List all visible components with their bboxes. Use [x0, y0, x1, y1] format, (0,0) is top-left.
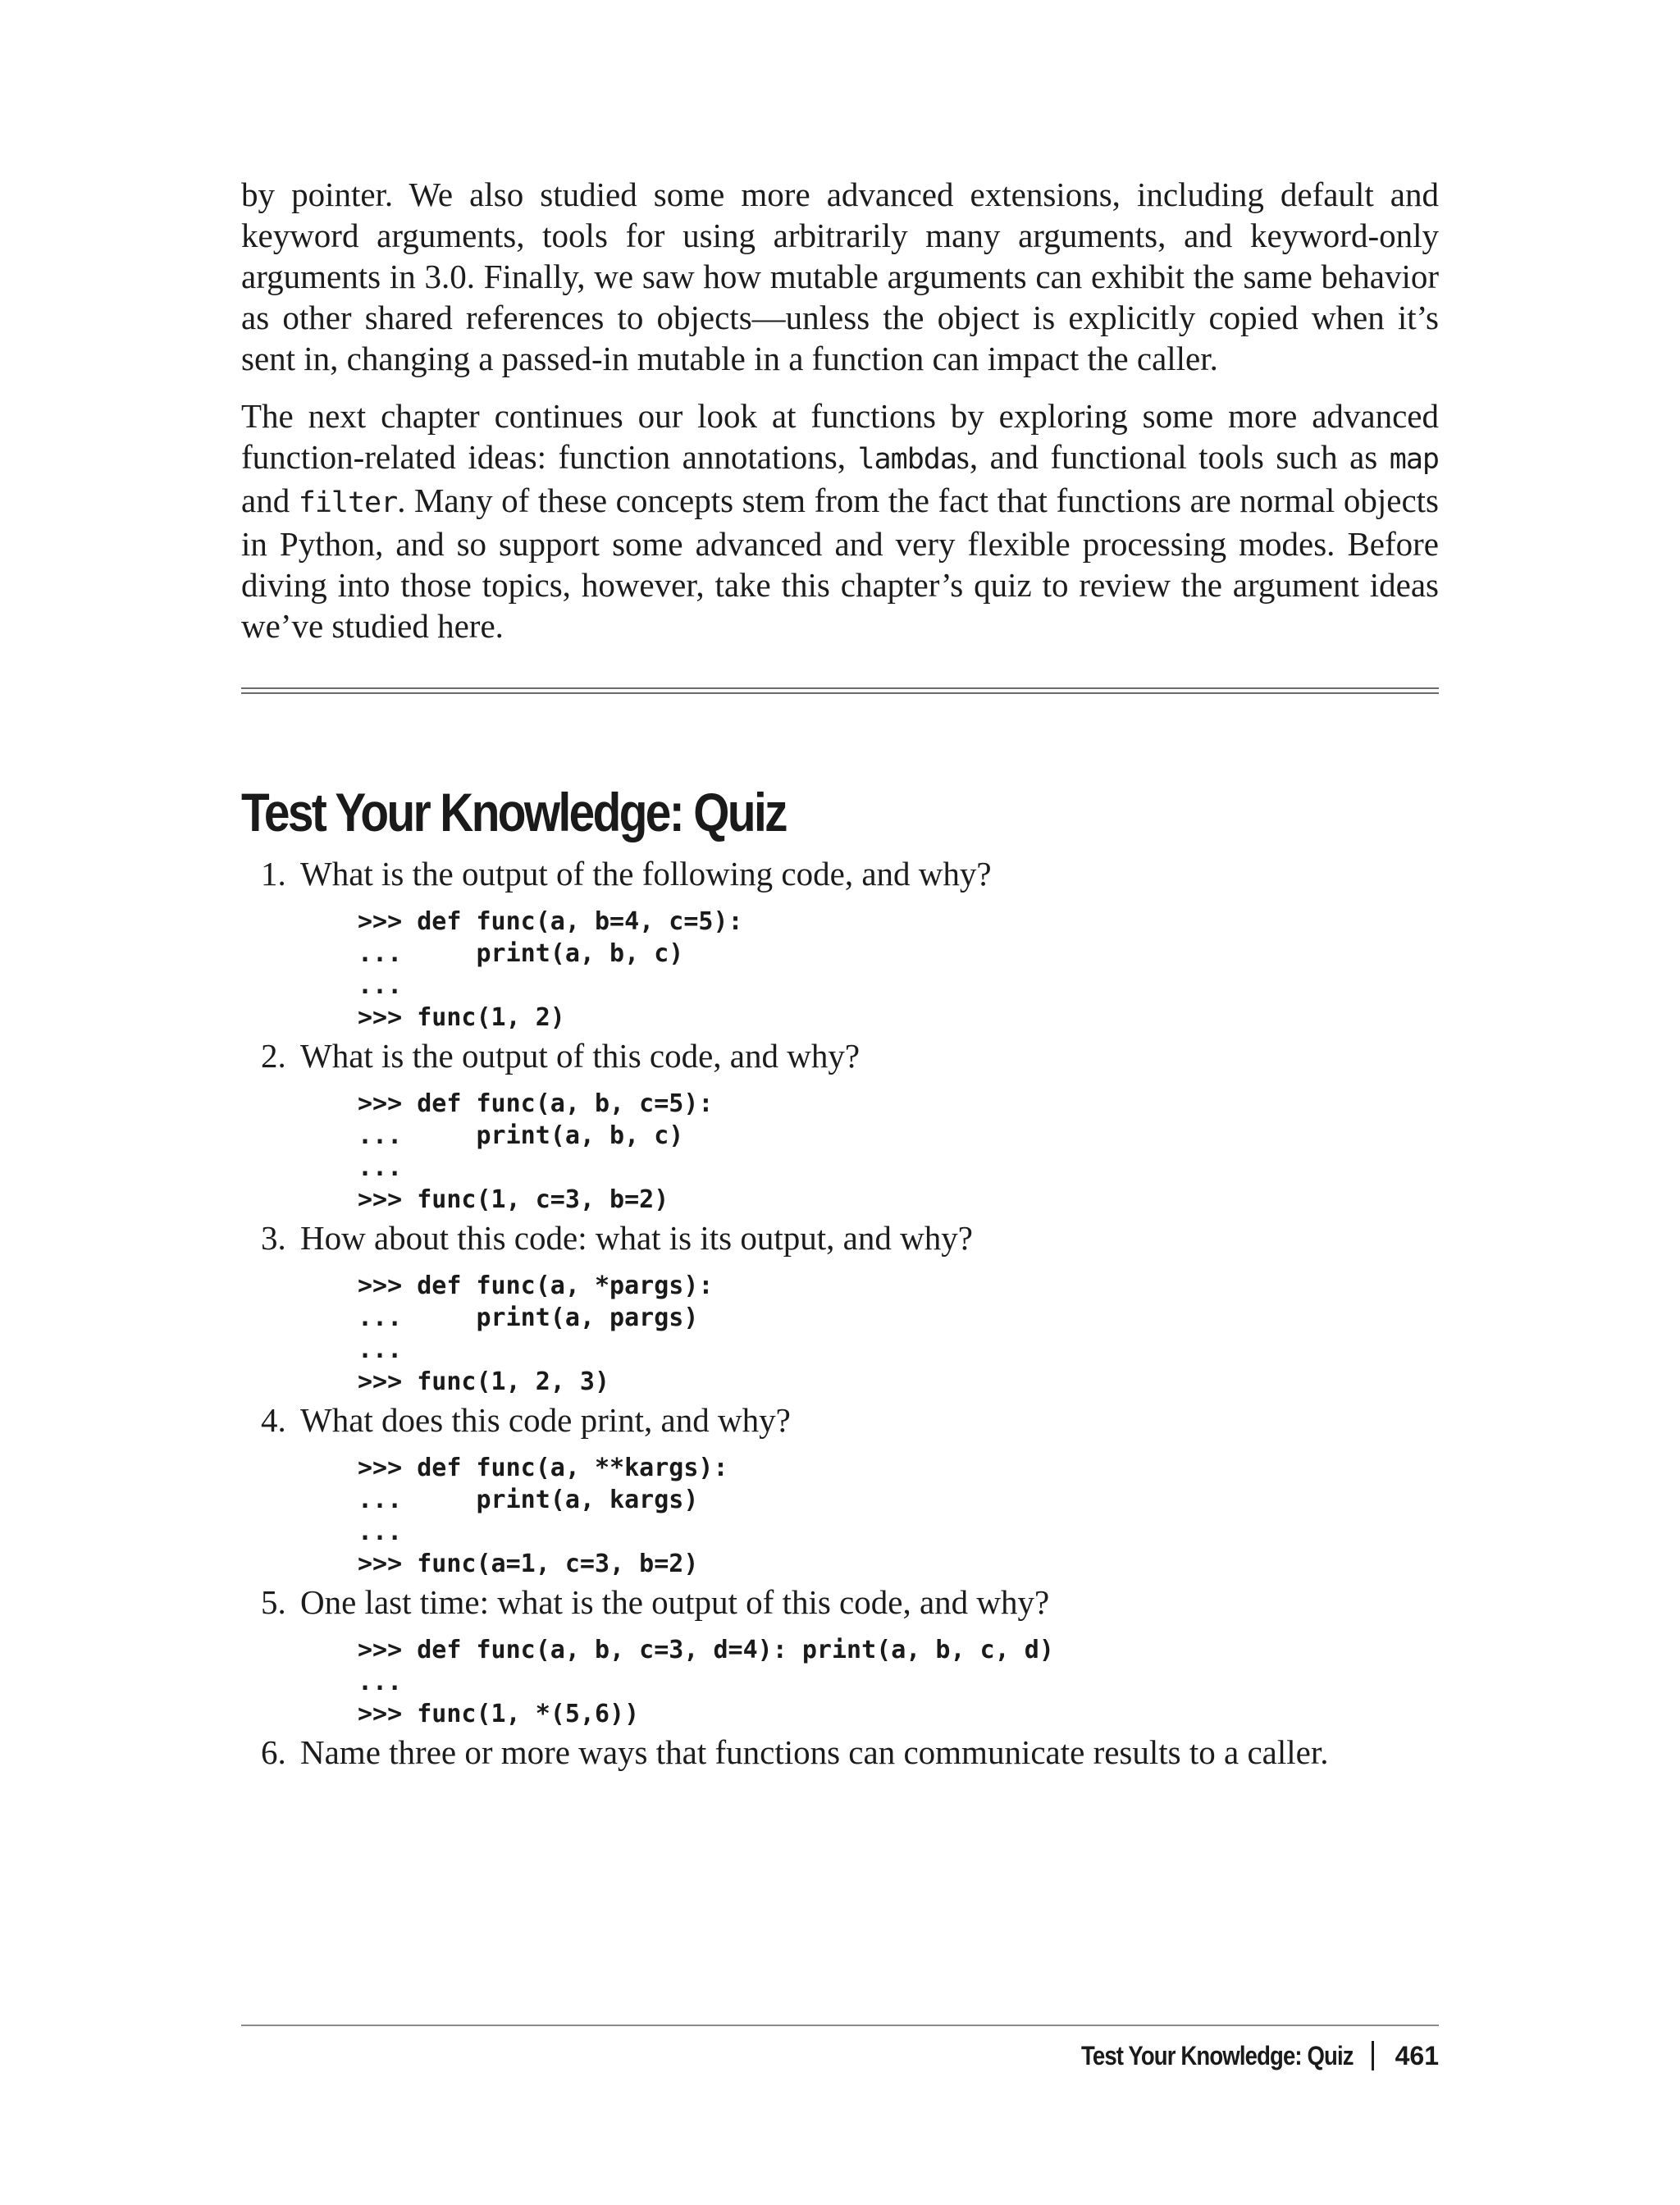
quiz-question: How about this code: what is its output, and why? [300, 1219, 973, 1257]
inline-code-map: map [1389, 443, 1439, 476]
quiz-question: Name three or more ways that functions can communicate results to a caller. [300, 1733, 1329, 1771]
quiz-item-2 [241, 1035, 1439, 1216]
running-footer [1037, 2039, 1439, 2072]
quiz-number: 3. [261, 1219, 286, 1257]
quiz-number: 1. [261, 855, 286, 892]
quiz-number: 6. [261, 1733, 286, 1771]
section-divider [241, 687, 1439, 694]
quiz-question: What does this code print, and why? [300, 1401, 791, 1439]
quiz-item-5 [241, 1582, 1439, 1730]
quiz-item-6 [241, 1732, 1439, 1773]
intro-p2-text-2: s, and functional tools such as [956, 438, 1390, 476]
footer-separator [1372, 2041, 1374, 2070]
page-content [241, 174, 1439, 1773]
code-block: >>> def func(a, b, c=3, d=4): print(a, b, c, d) ... >>> func(1, *(5,6)) [358, 1636, 1054, 1728]
footer-title: Test Your Knowledge: Quiz [1080, 2041, 1354, 2070]
section-title: Test Your Knowledge: Quiz [241, 782, 786, 842]
quiz-item-4 [241, 1399, 1439, 1580]
code-block: >>> def func(a, *pargs): ... print(a, pargs) ... >>> func(1, 2, 3) [358, 1271, 714, 1396]
footer-rule [241, 2025, 1439, 2026]
code-block: >>> def func(a, **kargs): ... print(a, kargs) ... >>> func(a=1, c=3, b=2) [358, 1454, 728, 1578]
quiz-question: What is the output of this code, and why? [300, 1037, 861, 1075]
inline-code-filter: filter [298, 486, 398, 519]
intro-p2-text-4: . Many of these concepts stem from the fact that functions are normal objects in Python, and so support some advanced and very flexible processing modes. Before diving into those topics, however, take this chapter’s quiz to review the argument ideas we’ve studied here. [241, 482, 1439, 645]
code-block: >>> def func(a, b, c=5): ... print(a, b, c) ... >>> func(1, c=3, b=2) [358, 1089, 714, 1214]
quiz-number: 5. [261, 1583, 286, 1621]
quiz-item-3 [241, 1217, 1439, 1398]
intro-paragraph-1: by pointer. We also studied some more advanced extensions, including default and keyword arguments, tools for using arbitrarily many arguments, and keyword-only arguments in 3.0. Finally, we saw how mutable arguments can exhibit the same behavior as other shared references to objects—unless the object is explicitly copied when it’s sent in, changing a passed-in mutable in a function can impact the caller. [241, 176, 1439, 377]
intro-p2-text-3: and [241, 482, 299, 519]
quiz-item-1 [241, 853, 1439, 1034]
intro-paragraph-2 [241, 395, 1439, 646]
intro-p2-text-1: The next chapter continues our look at functions by exploring some more advanced function-related ideas: function annotations, [241, 397, 1439, 476]
quiz-question: What is the output of the following code, and why? [300, 855, 992, 892]
quiz-number: 4. [261, 1401, 286, 1439]
quiz-question: One last time: what is the output of this code, and why? [300, 1583, 1050, 1621]
code-block: >>> def func(a, b=4, c=5): ... print(a, b, c) ... >>> func(1, 2) [358, 907, 743, 1032]
quiz-list [241, 853, 1439, 1773]
quiz-number: 2. [261, 1037, 286, 1075]
page-number: 461 [1395, 2041, 1439, 2070]
inline-code-lambda: lambda [857, 443, 956, 476]
